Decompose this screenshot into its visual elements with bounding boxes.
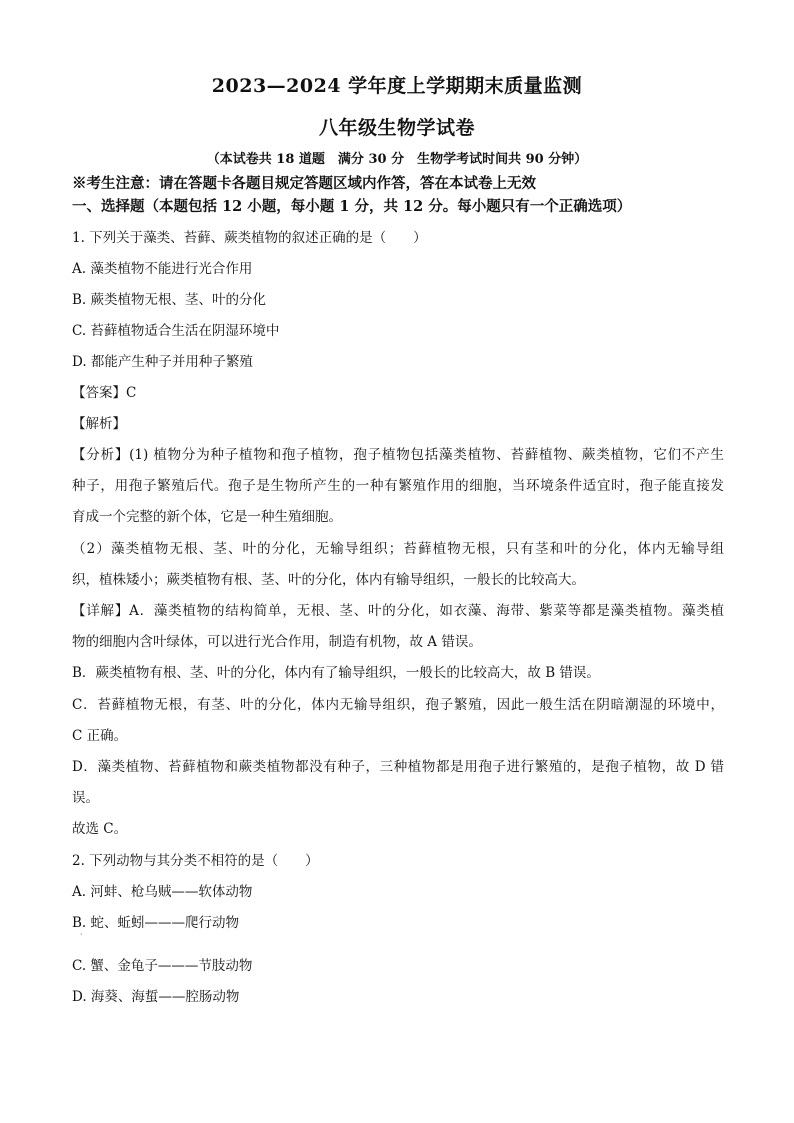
detail-line: C．苔藓植物无根，有茎、叶的分化，体内无输导组织，孢子繁殖，因此一般生活在阴暗潮湿的环境中，: [72, 697, 724, 713]
detail-line: 物的细胞内含叶绿体，可以进行光合作用，制造有机物，故 A 错误。: [72, 634, 482, 650]
question-2-option-a: A. 河蚌、枪乌贼——软体动物: [72, 884, 253, 900]
caution-notice: ※考生注意：请在答题卡各题目规定答题区域内作答，答在本试卷上无效: [72, 175, 536, 192]
analysis-line: 织，植株矮小；蕨类植物有根、茎、叶的分化，体内有输导组织，一般长的比较高大。: [72, 572, 585, 588]
stray-mark: ·: [80, 930, 83, 939]
question-2-option-c: C. 蟹、金龟子———节肢动物: [72, 958, 253, 974]
answer-label: 【答案】: [72, 385, 126, 401]
detail-line: D．藻类植物、苔藓植物和蕨类植物都没有种子，三种植物都是用孢子进行繁殖的，是孢子植物，故 D 错: [72, 759, 724, 775]
analysis-label: 【解析】: [72, 416, 126, 432]
exam-note: （本试卷共 18 道题 满分 30 分 生物学考试时间共 90 分钟）: [206, 152, 588, 167]
detail-line: 【详解】A．藻类植物的结构简单，无根、茎、叶的分化，如衣藻、海带、紫菜等都是藻类植物。藻类植: [72, 603, 724, 619]
question-1-option-c: C. 苔藓植物适合生活在阴湿环境中: [72, 323, 280, 339]
exam-subtitle: 八年级生物学试卷: [318, 117, 475, 139]
conclusion-line: 故选 C。: [72, 821, 128, 837]
question-2-option-d: D. 海葵、海蜇——腔肠动物: [72, 989, 240, 1005]
question-1-option-a: A. 藻类植物不能进行光合作用: [72, 261, 253, 277]
analysis-line: 种子，用孢子繁殖后代。孢子是生物所产生的一种有繁殖作用的细胞，当环境条件适宜时，孢子能直接发: [72, 478, 724, 494]
analysis-line: 【分析】(1) 植物分为种子植物和孢子植物，孢子植物包括藻类植物、苔藓植物、蕨类植物，它们不产生: [72, 447, 724, 463]
answer-value: C: [126, 385, 137, 401]
analysis-line: 育成一个完整的新个体，它是一种生殖细胞。: [72, 509, 342, 525]
answer-line: [72, 381, 136, 401]
detail-line: B．蕨类植物有根、茎、叶的分化，体内有了输导组织，一般长的比较高大，故 B 错误。: [72, 665, 600, 681]
detail-line: 误。: [72, 790, 99, 806]
question-1-stem: 1. 下列关于藻类、苔藓、蕨类植物的叙述正确的是（ ）: [72, 230, 427, 246]
exam-title: 2023—2024 学年度上学期期末质量监测: [211, 75, 583, 97]
detail-line: C 正确。: [72, 728, 128, 744]
question-2-stem: 2. 下列动物与其分类不相符的是（ ）: [72, 853, 319, 869]
analysis-line: （2）藻类植物无根、茎、叶的分化，无输导组织；苔藓植物无根，只有茎和叶的分化，体内无输导组: [72, 541, 724, 557]
section-heading: 一、选择题（本题包括 12 小题，每小题 1 分，共 12 分。每小题只有一个正确选项）: [72, 198, 632, 215]
question-1-option-d: D. 都能产生种子并用种子繁殖: [72, 354, 253, 370]
question-2-option-b: B. 蛇、蚯蚓———爬行动物: [72, 915, 240, 931]
question-1-option-b: B. 蕨类植物无根、茎、叶的分化: [72, 292, 267, 308]
